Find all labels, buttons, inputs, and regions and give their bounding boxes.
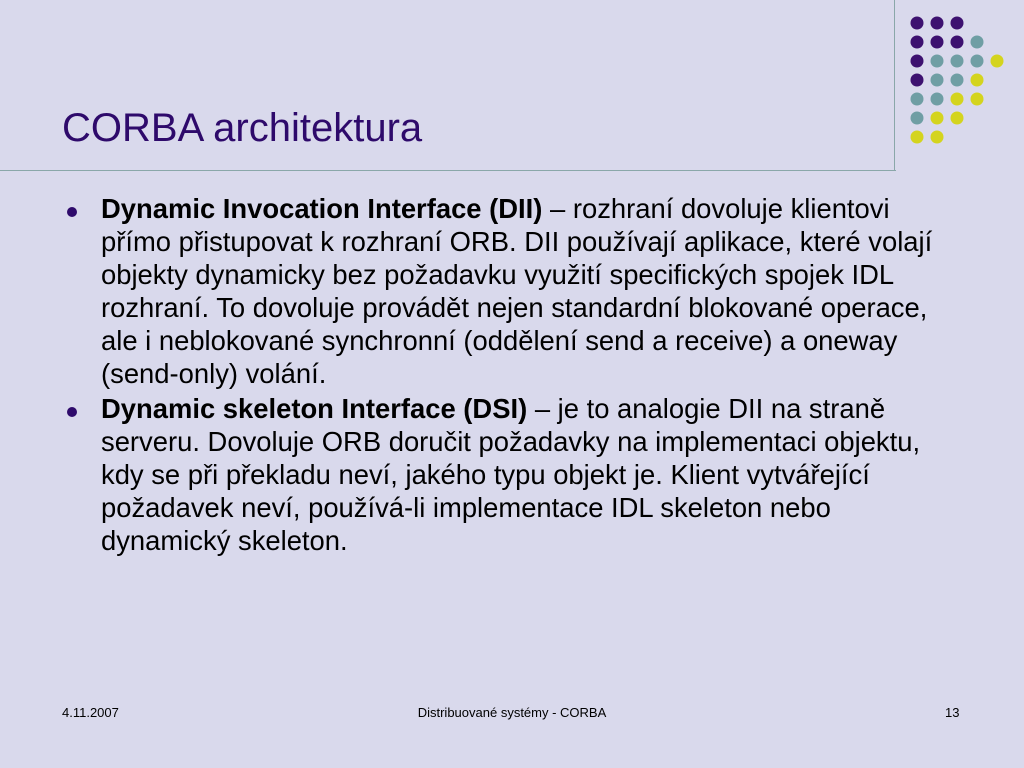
bullet-item [64, 192, 964, 390]
bullet-term: Dynamic skeleton Interface (DSI) [101, 393, 528, 424]
dot [931, 17, 944, 30]
dot [951, 17, 964, 30]
dot [971, 74, 984, 87]
dot [931, 112, 944, 125]
footer-date: 4.11.2007 [62, 705, 119, 720]
bullet-term: Dynamic Invocation Interface (DII) [101, 193, 543, 224]
dot [971, 55, 984, 68]
dot [931, 131, 944, 144]
slide-title: CORBA architektura [62, 106, 423, 150]
dot [931, 55, 944, 68]
dot [971, 93, 984, 106]
title-divider [0, 170, 896, 171]
vertical-divider [894, 0, 895, 171]
dot [931, 36, 944, 49]
dot [951, 36, 964, 49]
bullet-text: – rozhraní dovoluje klientovi přímo přistupovat k rozhraní ORB. DII používají aplikace, které volají objekty dynamicky bez požadavku využití specifických spojek IDL rozhraní. To dovoluje provádět nejen standardní blokované operace, ale i neblokované synchronní (oddělení send a receive) a oneway (send-only) volání. [101, 193, 933, 389]
dot [931, 74, 944, 87]
bullet-item [64, 392, 964, 557]
dot [951, 74, 964, 87]
dot [951, 112, 964, 125]
footer-page-number: 13 [945, 705, 960, 720]
dot [951, 93, 964, 106]
dot [951, 55, 964, 68]
dot [911, 112, 924, 125]
dot [911, 36, 924, 49]
dot [911, 131, 924, 144]
dot [911, 74, 924, 87]
dot [931, 93, 944, 106]
dot [911, 17, 924, 30]
bullet-dot-icon [67, 207, 77, 217]
dot [971, 36, 984, 49]
bullet-text: – je to analogie DII na straně serveru. Dovoluje ORB doručit požadavky na implementaci objektu, kdy se při překladu neví, jakého typu objekt je. Klient vytvářející požadavek neví, používá-li implementace IDL skeleton nebo dynamický skeleton. [101, 393, 921, 556]
dot [991, 55, 1004, 68]
footer-title: Distribuované systémy - CORBA [417, 705, 607, 720]
dot [911, 93, 924, 106]
bullet-list [64, 192, 964, 559]
dot [911, 55, 924, 68]
bullet-dot-icon [67, 407, 77, 417]
